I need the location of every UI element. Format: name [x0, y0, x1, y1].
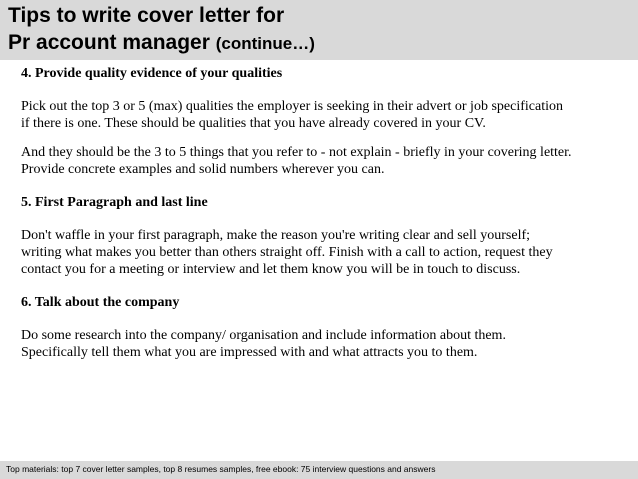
- paragraph-line: if there is one. These should be qualities that you have already covered in your CV.: [21, 116, 486, 131]
- paragraph-line: Do some research into the company/ organisation and include information about them.: [21, 328, 506, 343]
- paragraph-line: Provide concrete examples and solid numbers wherever you can.: [21, 162, 385, 177]
- paragraph-line: Specifically tell them what you are impressed with and what attracts you to them.: [21, 345, 478, 360]
- paragraph-line: And they should be the 3 to 5 things that you refer to - not explain - briefly in your covering letter.: [21, 145, 572, 160]
- paragraph-line: Don't waffle in your first paragraph, make the reason you're writing clear and sell yourself;: [21, 228, 531, 243]
- section-heading: 6. Talk about the company: [21, 295, 180, 310]
- paragraph-line: writing what makes you better than others straight off. Finish with a call to action, request they: [21, 245, 553, 260]
- slide-content: [21, 65, 631, 361]
- title-line-1: Tips to write cover letter for: [8, 4, 285, 27]
- section-heading: 4. Provide quality evidence of your qualities: [21, 66, 283, 81]
- paragraph-line: contact you for a meeting or interview and let them know you will be in touch to discuss.: [21, 262, 521, 277]
- title-line-2: Pr account manager: [8, 31, 210, 54]
- paragraph-line: Pick out the top 3 or 5 (max) qualities the employer is seeking in their advert or job specification: [21, 99, 563, 114]
- slide-title: [8, 2, 315, 57]
- title-suffix: (continue…): [215, 34, 315, 53]
- section-heading: 5. First Paragraph and last line: [21, 195, 208, 210]
- footer-text: Top materials: top 7 cover letter samples, top 8 resumes samples, free ebook: 75 interview questions and answers: [6, 464, 436, 474]
